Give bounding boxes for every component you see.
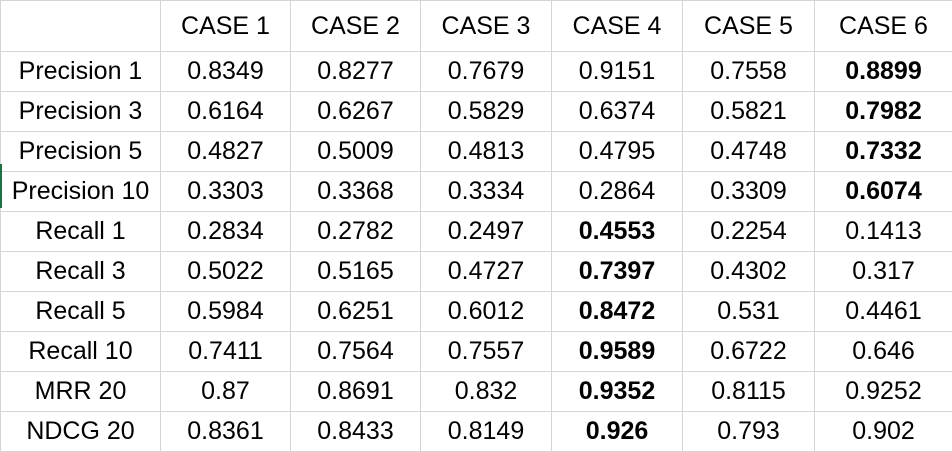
value-cell[interactable]: 0.4813: [421, 132, 552, 172]
value-cell[interactable]: 0.7679: [421, 52, 552, 92]
value-cell[interactable]: 0.3368: [291, 172, 421, 212]
row-label-cell[interactable]: Precision 3: [1, 92, 161, 132]
value-cell[interactable]: 0.8899: [815, 52, 952, 92]
value-cell[interactable]: 0.926: [552, 412, 683, 452]
header-cell-case-1[interactable]: CASE 1: [161, 1, 291, 52]
value-cell[interactable]: 0.3334: [421, 172, 552, 212]
row-label-cell[interactable]: Recall 3: [1, 252, 161, 292]
value-cell[interactable]: 0.1413: [815, 212, 952, 252]
value-cell[interactable]: 0.8472: [552, 292, 683, 332]
value-cell[interactable]: 0.6722: [683, 332, 815, 372]
table-row: [1, 292, 952, 332]
table-row: [1, 372, 952, 412]
value-cell[interactable]: 0.6251: [291, 292, 421, 332]
header-cell-case-3[interactable]: CASE 3: [421, 1, 552, 52]
value-cell[interactable]: 0.5165: [291, 252, 421, 292]
value-cell[interactable]: 0.4727: [421, 252, 552, 292]
value-cell[interactable]: 0.2782: [291, 212, 421, 252]
value-cell[interactable]: 0.3309: [683, 172, 815, 212]
value-cell[interactable]: 0.9352: [552, 372, 683, 412]
header-cell-case-5[interactable]: CASE 5: [683, 1, 815, 52]
value-cell[interactable]: 0.7411: [161, 332, 291, 372]
value-cell[interactable]: 0.3303: [161, 172, 291, 212]
value-cell[interactable]: 0.646: [815, 332, 952, 372]
value-cell[interactable]: 0.793: [683, 412, 815, 452]
value-cell[interactable]: 0.8691: [291, 372, 421, 412]
value-cell[interactable]: 0.4827: [161, 132, 291, 172]
value-cell[interactable]: 0.8277: [291, 52, 421, 92]
value-cell[interactable]: 0.4795: [552, 132, 683, 172]
value-cell[interactable]: 0.4461: [815, 292, 952, 332]
value-cell[interactable]: 0.9151: [552, 52, 683, 92]
value-cell[interactable]: 0.5022: [161, 252, 291, 292]
value-cell[interactable]: 0.2834: [161, 212, 291, 252]
value-cell[interactable]: 0.6374: [552, 92, 683, 132]
value-cell[interactable]: 0.7558: [683, 52, 815, 92]
value-cell[interactable]: 0.531: [683, 292, 815, 332]
value-cell[interactable]: 0.832: [421, 372, 552, 412]
value-cell[interactable]: 0.317: [815, 252, 952, 292]
value-cell[interactable]: 0.7557: [421, 332, 552, 372]
value-cell[interactable]: 0.6267: [291, 92, 421, 132]
table-row: [1, 132, 952, 172]
value-cell[interactable]: 0.902: [815, 412, 952, 452]
value-cell[interactable]: 0.8149: [421, 412, 552, 452]
value-cell[interactable]: 0.9589: [552, 332, 683, 372]
value-cell[interactable]: 0.8361: [161, 412, 291, 452]
row-label-cell[interactable]: Recall 5: [1, 292, 161, 332]
row-label-cell[interactable]: Recall 1: [1, 212, 161, 252]
header-cell-case-6[interactable]: CASE 6: [815, 1, 952, 52]
header-corner-cell[interactable]: [1, 1, 161, 52]
value-cell[interactable]: 0.7564: [291, 332, 421, 372]
table-row: [1, 92, 952, 132]
value-cell[interactable]: 0.87: [161, 372, 291, 412]
top-border: [0, 0, 952, 1]
table-row: [1, 212, 952, 252]
header-cell-case-4[interactable]: CASE 4: [552, 1, 683, 52]
value-cell[interactable]: 0.6164: [161, 92, 291, 132]
value-cell[interactable]: 0.7332: [815, 132, 952, 172]
header-row: [1, 1, 952, 52]
value-cell[interactable]: 0.7397: [552, 252, 683, 292]
value-cell[interactable]: 0.8115: [683, 372, 815, 412]
value-cell[interactable]: 0.5009: [291, 132, 421, 172]
value-cell[interactable]: 0.6012: [421, 292, 552, 332]
table-row: [1, 172, 952, 212]
header-cell-case-2[interactable]: CASE 2: [291, 1, 421, 52]
row-label-cell[interactable]: Precision 10: [1, 172, 161, 212]
active-cell-indicator: [0, 164, 2, 208]
table-row: [1, 332, 952, 372]
value-cell[interactable]: 0.5984: [161, 292, 291, 332]
value-cell[interactable]: 0.9252: [815, 372, 952, 412]
table-row: [1, 252, 952, 292]
value-cell[interactable]: 0.5821: [683, 92, 815, 132]
table-row: [1, 52, 952, 92]
row-label-cell[interactable]: NDCG 20: [1, 412, 161, 452]
value-cell[interactable]: 0.4748: [683, 132, 815, 172]
value-cell[interactable]: 0.2497: [421, 212, 552, 252]
value-cell[interactable]: 0.2254: [683, 212, 815, 252]
value-cell[interactable]: 0.4302: [683, 252, 815, 292]
row-label-cell[interactable]: Precision 1: [1, 52, 161, 92]
value-cell[interactable]: 0.4553: [552, 212, 683, 252]
value-cell[interactable]: 0.7982: [815, 92, 952, 132]
table-row: [1, 412, 952, 452]
row-label-cell[interactable]: MRR 20: [1, 372, 161, 412]
value-cell[interactable]: 0.6074: [815, 172, 952, 212]
value-cell[interactable]: 0.5829: [421, 92, 552, 132]
row-label-cell[interactable]: Precision 5: [1, 132, 161, 172]
value-cell[interactable]: 0.8349: [161, 52, 291, 92]
value-cell[interactable]: 0.2864: [552, 172, 683, 212]
value-cell[interactable]: 0.8433: [291, 412, 421, 452]
row-label-cell[interactable]: Recall 10: [1, 332, 161, 372]
table-body: [1, 1, 952, 452]
